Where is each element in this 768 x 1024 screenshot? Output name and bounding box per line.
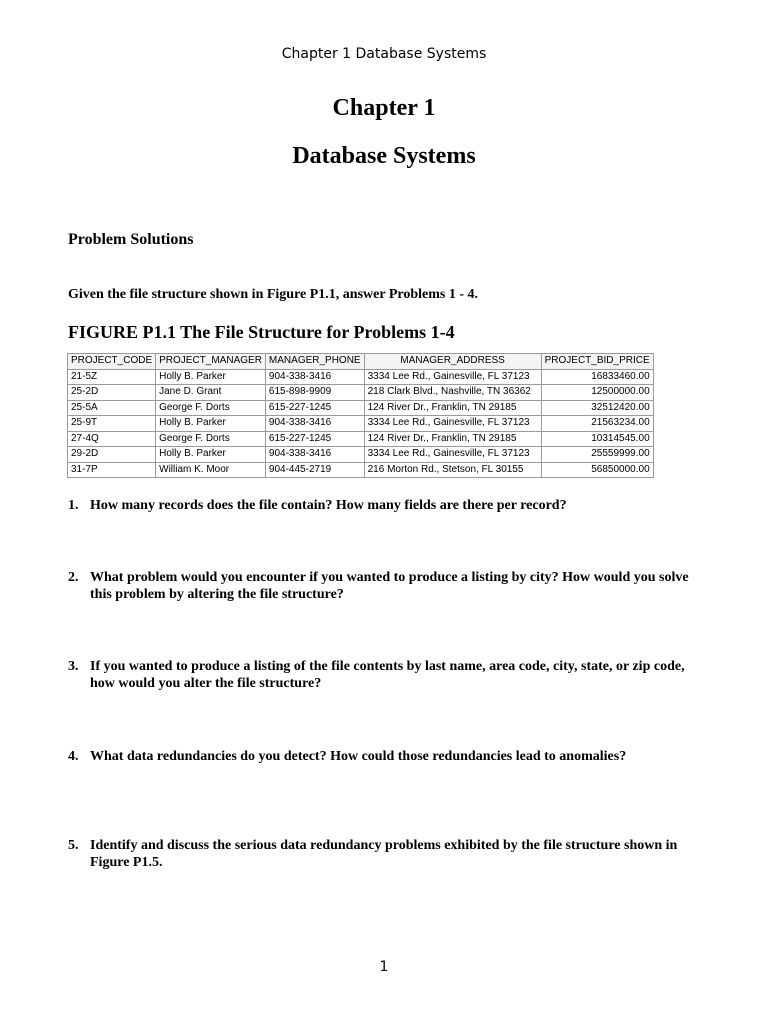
cell-manager-address: 3334 Lee Rd., Gainesville, FL 37123 [364, 416, 541, 432]
table-header-row [68, 354, 654, 370]
cell-manager-address: 124 River Dr., Franklin, TN 29185 [364, 431, 541, 447]
cell-manager-address: 216 Morton Rd., Stetson, FL 30155 [364, 462, 541, 478]
table-row [68, 385, 654, 401]
page-number: 1 [379, 959, 389, 975]
section-heading: Problem Solutions [68, 231, 194, 248]
cell-project-code: 25-9T [68, 416, 156, 432]
cell-project-bid-price: 25559999.00 [541, 447, 653, 463]
question-5 [68, 837, 708, 871]
table-row [68, 462, 654, 478]
column-header-manager-address: MANAGER_ADDRESS [364, 354, 541, 370]
cell-manager-phone: 904-338-3416 [265, 369, 364, 385]
cell-project-code: 29-2D [68, 447, 156, 463]
table-row [68, 416, 654, 432]
cell-project-manager: Holly B. Parker [156, 447, 266, 463]
question-text: Identify and discuss the serious data redundancy problems exhibited by the file structure shown in Figure P1.5. [90, 838, 678, 870]
file-structure-table [67, 353, 654, 478]
question-text: If you wanted to produce a listing of the file contents by last name, area code, city, state, or zip code, how would you alter the file structure? [90, 659, 685, 691]
question-1 [68, 497, 708, 514]
cell-project-manager: George F. Dorts [156, 400, 266, 416]
question-text: How many records does the file contain? How many fields are there per record? [90, 498, 567, 513]
column-header-manager-phone: MANAGER_PHONE [265, 354, 364, 370]
cell-project-code: 31-7P [68, 462, 156, 478]
cell-project-code: 25-5A [68, 400, 156, 416]
question-number: 4. [68, 749, 79, 764]
question-text: What problem would you encounter if you wanted to produce a listing by city? How would you solve this problem by altering the file structure? [90, 570, 689, 602]
running-header: Chapter 1 Database Systems [281, 46, 487, 62]
cell-manager-address: 3334 Lee Rd., Gainesville, FL 37123 [364, 369, 541, 385]
table-row [68, 369, 654, 385]
figure-caption: FIGURE P1.1 The File Structure for Problems 1-4 [68, 322, 455, 342]
question-number: 5. [68, 838, 79, 853]
table-row [68, 431, 654, 447]
cell-project-manager: George F. Dorts [156, 431, 266, 447]
column-header-project-bid-price: PROJECT_BID_PRICE [541, 354, 653, 370]
cell-project-bid-price: 16833460.00 [541, 369, 653, 385]
question-4 [68, 748, 708, 765]
cell-project-bid-price: 32512420.00 [541, 400, 653, 416]
cell-manager-phone: 904-445-2719 [265, 462, 364, 478]
cell-project-code: 21-5Z [68, 369, 156, 385]
question-number: 3. [68, 659, 79, 674]
cell-project-manager: William K. Moor [156, 462, 266, 478]
cell-project-manager: Jane D. Grant [156, 385, 266, 401]
cell-manager-phone: 904-338-3416 [265, 447, 364, 463]
question-2 [68, 569, 708, 603]
table-row [68, 447, 654, 463]
cell-manager-phone: 615-898-9909 [265, 385, 364, 401]
cell-manager-address: 124 River Dr., Franklin, TN 29185 [364, 400, 541, 416]
cell-project-bid-price: 12500000.00 [541, 385, 653, 401]
question-3 [68, 658, 708, 692]
column-header-project-code: PROJECT_CODE [68, 354, 156, 370]
chapter-title: Chapter 1 [332, 95, 436, 121]
cell-project-bid-price: 21563234.00 [541, 416, 653, 432]
question-number: 1. [68, 498, 79, 513]
cell-project-manager: Holly B. Parker [156, 416, 266, 432]
cell-manager-address: 3334 Lee Rd., Gainesville, FL 37123 [364, 447, 541, 463]
cell-manager-address: 218 Clark Blvd., Nashville, TN 36362 [364, 385, 541, 401]
cell-manager-phone: 904-338-3416 [265, 416, 364, 432]
chapter-subtitle: Database Systems [292, 143, 476, 169]
cell-project-code: 25-2D [68, 385, 156, 401]
intro-text: Given the file structure shown in Figure P1.1, answer Problems 1 - 4. [68, 287, 478, 302]
cell-project-manager: Holly B. Parker [156, 369, 266, 385]
question-number: 2. [68, 570, 79, 585]
cell-manager-phone: 615-227-1245 [265, 431, 364, 447]
cell-project-bid-price: 56850000.00 [541, 462, 653, 478]
table-row [68, 400, 654, 416]
cell-manager-phone: 615-227-1245 [265, 400, 364, 416]
question-text: What data redundancies do you detect? How could those redundancies lead to anomalies? [90, 749, 627, 764]
cell-project-bid-price: 10314545.00 [541, 431, 653, 447]
cell-project-code: 27-4Q [68, 431, 156, 447]
column-header-project-manager: PROJECT_MANAGER [156, 354, 266, 370]
